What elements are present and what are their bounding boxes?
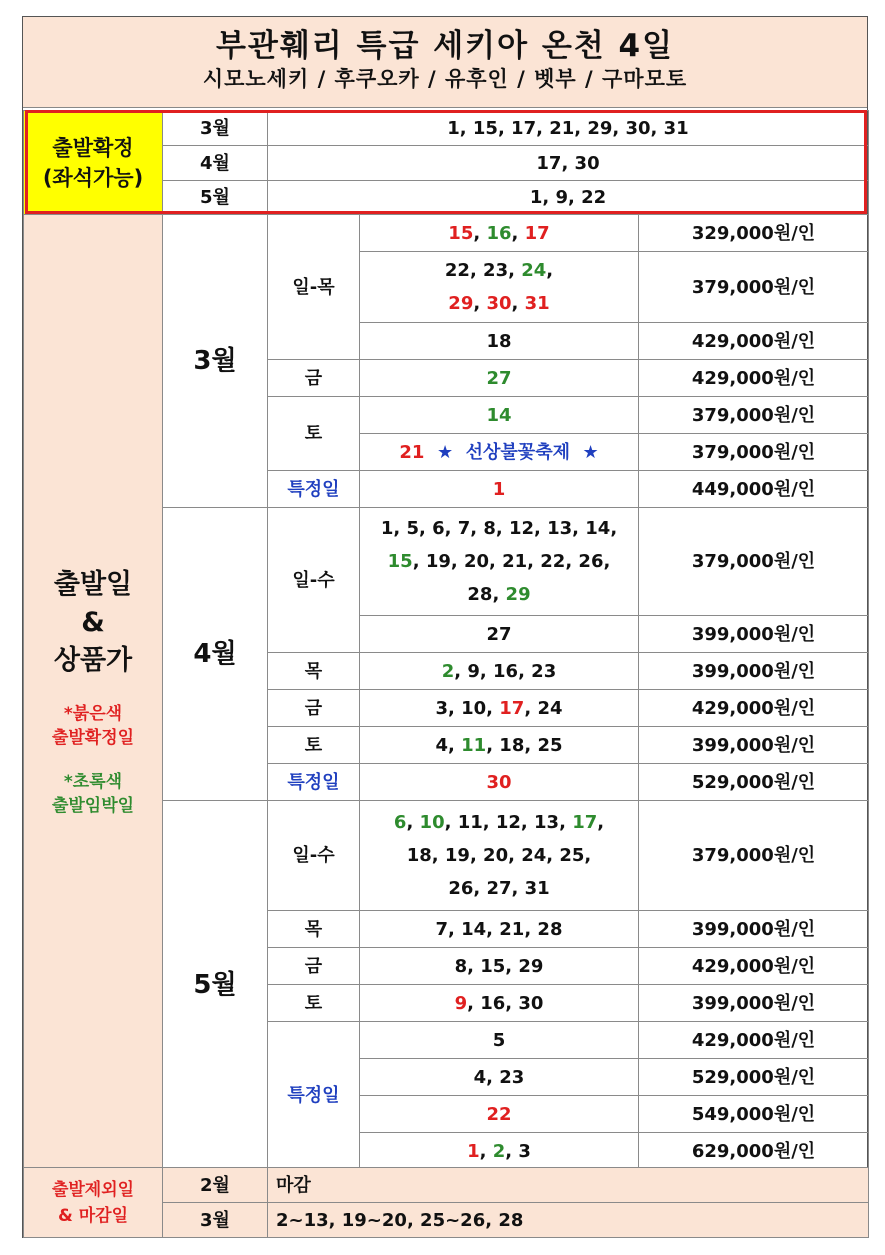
month-may: 5월 bbox=[163, 801, 268, 1170]
page-title: 부관훼리 특급 세키아 온천 4일 bbox=[215, 28, 675, 64]
dates-cell bbox=[360, 801, 639, 911]
date-confirmed: 30 bbox=[486, 293, 512, 314]
price-cell: 429,000원/인 bbox=[639, 360, 869, 397]
date-list: 3, 10, bbox=[435, 697, 500, 719]
excluded-month: 2월 bbox=[163, 1168, 268, 1203]
date-imminent: 29 bbox=[505, 584, 531, 605]
day-group-special: 특정일 bbox=[268, 471, 360, 508]
dates-cell bbox=[360, 690, 639, 727]
day-group-sat: 토 bbox=[268, 727, 360, 764]
date-list: , 16, 30 bbox=[467, 992, 544, 1014]
side-label-amp: & bbox=[81, 607, 105, 638]
date-sep: , bbox=[473, 222, 487, 244]
schedule-price-table bbox=[23, 214, 869, 1170]
dates-cell: 1 bbox=[360, 471, 639, 508]
date-list: , 9, 16, 23 bbox=[454, 660, 557, 682]
day-group-fri: 금 bbox=[268, 360, 360, 397]
dates-cell: 5 bbox=[360, 1022, 639, 1059]
price-cell: 399,000원/인 bbox=[639, 985, 869, 1022]
dates-cell bbox=[360, 727, 639, 764]
confirmed-dates: 1, 9, 22 bbox=[268, 181, 869, 215]
excluded-text: 2~13, 19~20, 25~26, 28 bbox=[268, 1203, 869, 1238]
date-list: , 18, 25 bbox=[486, 734, 563, 756]
day-group-sun-wed: 일-수 bbox=[268, 801, 360, 911]
star-icon: ★ bbox=[582, 441, 599, 463]
price-cell: 379,000원/인 bbox=[639, 434, 869, 471]
confirmed-month: 3월 bbox=[163, 111, 268, 146]
date-confirmed: 17 bbox=[499, 697, 525, 719]
route-subtitle: 시모노세키 / 후쿠오카 / 유후인 / 벳부 / 구마모토 bbox=[202, 67, 688, 91]
month-march: 3월 bbox=[163, 215, 268, 508]
day-group-sat: 토 bbox=[268, 397, 360, 471]
date-confirmed: 9 bbox=[454, 992, 468, 1014]
legend-green-title: *초록색 bbox=[63, 772, 123, 792]
day-group-thu: 목 bbox=[268, 911, 360, 948]
dates-cell bbox=[360, 1133, 639, 1170]
excluded-month: 3월 bbox=[163, 1203, 268, 1238]
price-cell: 429,000원/인 bbox=[639, 948, 869, 985]
date-confirmed: 31 bbox=[524, 293, 550, 314]
dates-cell bbox=[360, 653, 639, 690]
confirmed-label-line1: 출발확정 bbox=[52, 135, 134, 160]
side-label-departure: 출발일 bbox=[53, 569, 133, 600]
date-sep: , bbox=[597, 812, 605, 833]
confirmed-label-line2: (좌석가능) bbox=[42, 165, 144, 190]
dates-cell bbox=[360, 252, 639, 323]
star-icon: ★ bbox=[436, 441, 454, 463]
confirmed-dates: 17, 30 bbox=[268, 146, 869, 181]
date-sep: , bbox=[473, 293, 487, 314]
day-group-thu: 목 bbox=[268, 653, 360, 690]
tour-schedule-sheet bbox=[22, 16, 868, 1238]
date-list: 22, 23, bbox=[444, 260, 522, 281]
excluded-text: 마감 bbox=[268, 1168, 869, 1203]
date-imminent: 15 bbox=[387, 551, 413, 572]
confirmed-departures-table bbox=[23, 110, 869, 215]
date-list: 4, bbox=[435, 734, 462, 756]
excluded-label bbox=[24, 1168, 163, 1238]
date-sep: , bbox=[511, 222, 525, 244]
dates-cell bbox=[360, 508, 639, 616]
price-cell: 399,000원/인 bbox=[639, 727, 869, 764]
dates-cell bbox=[360, 215, 639, 252]
date-sep: , bbox=[406, 812, 420, 833]
price-cell: 379,000원/인 bbox=[639, 252, 869, 323]
date-confirmed: 29 bbox=[448, 293, 474, 314]
legend-red-desc: 출발확정일 bbox=[51, 728, 135, 748]
day-group-special: 특정일 bbox=[268, 1022, 360, 1170]
day-group-fri: 금 bbox=[268, 948, 360, 985]
day-group-sun-wed: 일-수 bbox=[268, 508, 360, 653]
dates-cell: 30 bbox=[360, 764, 639, 801]
date-imminent: 10 bbox=[419, 812, 445, 833]
date-imminent: 16 bbox=[486, 222, 512, 244]
price-cell: 399,000원/인 bbox=[639, 616, 869, 653]
date-imminent: 2 bbox=[492, 1140, 506, 1162]
confirmed-label bbox=[24, 111, 163, 215]
dates-cell: 7, 14, 21, 28 bbox=[360, 911, 639, 948]
price-cell: 529,000원/인 bbox=[639, 764, 869, 801]
dates-cell: 18 bbox=[360, 323, 639, 360]
dates-cell: 14 bbox=[360, 397, 639, 434]
date-confirmed: 17 bbox=[524, 222, 550, 244]
price-cell: 429,000원/인 bbox=[639, 323, 869, 360]
side-label-price: 상품가 bbox=[53, 645, 133, 676]
date-sep: , bbox=[479, 1140, 493, 1162]
legend-red-title: *붉은색 bbox=[63, 704, 123, 724]
date-confirmed: 1 bbox=[467, 1140, 480, 1162]
date-list: , 3 bbox=[505, 1140, 531, 1162]
dates-cell bbox=[360, 434, 639, 471]
price-cell: 399,000원/인 bbox=[639, 911, 869, 948]
confirmed-month: 5월 bbox=[163, 181, 268, 215]
confirmed-month: 4월 bbox=[163, 146, 268, 181]
dates-cell: 27 bbox=[360, 616, 639, 653]
date-list: 26, 27, 31 bbox=[448, 878, 550, 899]
date-sep: , bbox=[546, 260, 554, 281]
event-name: 선상불꽃축제 bbox=[465, 441, 570, 463]
confirmed-dates: 1, 15, 17, 21, 29, 30, 31 bbox=[268, 111, 869, 146]
date-confirmed: 21 bbox=[399, 441, 425, 463]
price-cell: 429,000원/인 bbox=[639, 690, 869, 727]
date-list: 18, 19, 20, 24, 25, bbox=[406, 845, 592, 866]
dates-cell: 4, 23 bbox=[360, 1059, 639, 1096]
price-cell: 429,000원/인 bbox=[639, 1022, 869, 1059]
date-list: , 19, 20, 21, 22, 26, bbox=[412, 551, 611, 572]
title-banner bbox=[23, 17, 867, 108]
dates-cell: 22 bbox=[360, 1096, 639, 1133]
price-cell: 379,000원/인 bbox=[639, 508, 869, 616]
date-imminent: 24 bbox=[521, 260, 547, 281]
legend-green-desc: 출발임박일 bbox=[51, 796, 135, 816]
date-sep: , bbox=[511, 293, 525, 314]
price-cell: 629,000원/인 bbox=[639, 1133, 869, 1170]
excluded-dates-table bbox=[23, 1167, 869, 1238]
price-cell: 449,000원/인 bbox=[639, 471, 869, 508]
excluded-label-line2: & 마감일 bbox=[57, 1205, 128, 1226]
price-cell: 529,000원/인 bbox=[639, 1059, 869, 1096]
date-imminent: 11 bbox=[461, 734, 487, 756]
month-april: 4월 bbox=[163, 508, 268, 801]
price-cell: 549,000원/인 bbox=[639, 1096, 869, 1133]
price-cell: 329,000원/인 bbox=[639, 215, 869, 252]
date-list: 28, bbox=[467, 584, 506, 605]
date-list: , 24 bbox=[524, 697, 563, 719]
date-confirmed: 15 bbox=[448, 222, 474, 244]
date-list: 1, 5, 6, 7, 8, 12, 13, 14, bbox=[380, 518, 618, 539]
price-cell: 399,000원/인 bbox=[639, 653, 869, 690]
dates-cell: 27 bbox=[360, 360, 639, 397]
day-group-sat: 토 bbox=[268, 985, 360, 1022]
price-cell: 379,000원/인 bbox=[639, 801, 869, 911]
excluded-label-line1: 출발제외일 bbox=[51, 1179, 135, 1200]
date-imminent: 17 bbox=[572, 812, 598, 833]
day-group-sun-thu: 일-목 bbox=[268, 215, 360, 360]
date-list: , 11, 12, 13, bbox=[444, 812, 573, 833]
dates-cell bbox=[360, 985, 639, 1022]
date-imminent: 2 bbox=[441, 660, 455, 682]
day-group-special: 특정일 bbox=[268, 764, 360, 801]
day-group-fri: 금 bbox=[268, 690, 360, 727]
dates-cell: 8, 15, 29 bbox=[360, 948, 639, 985]
price-cell: 379,000원/인 bbox=[639, 397, 869, 434]
schedule-side-label bbox=[24, 215, 163, 1170]
date-imminent: 6 bbox=[393, 812, 407, 833]
